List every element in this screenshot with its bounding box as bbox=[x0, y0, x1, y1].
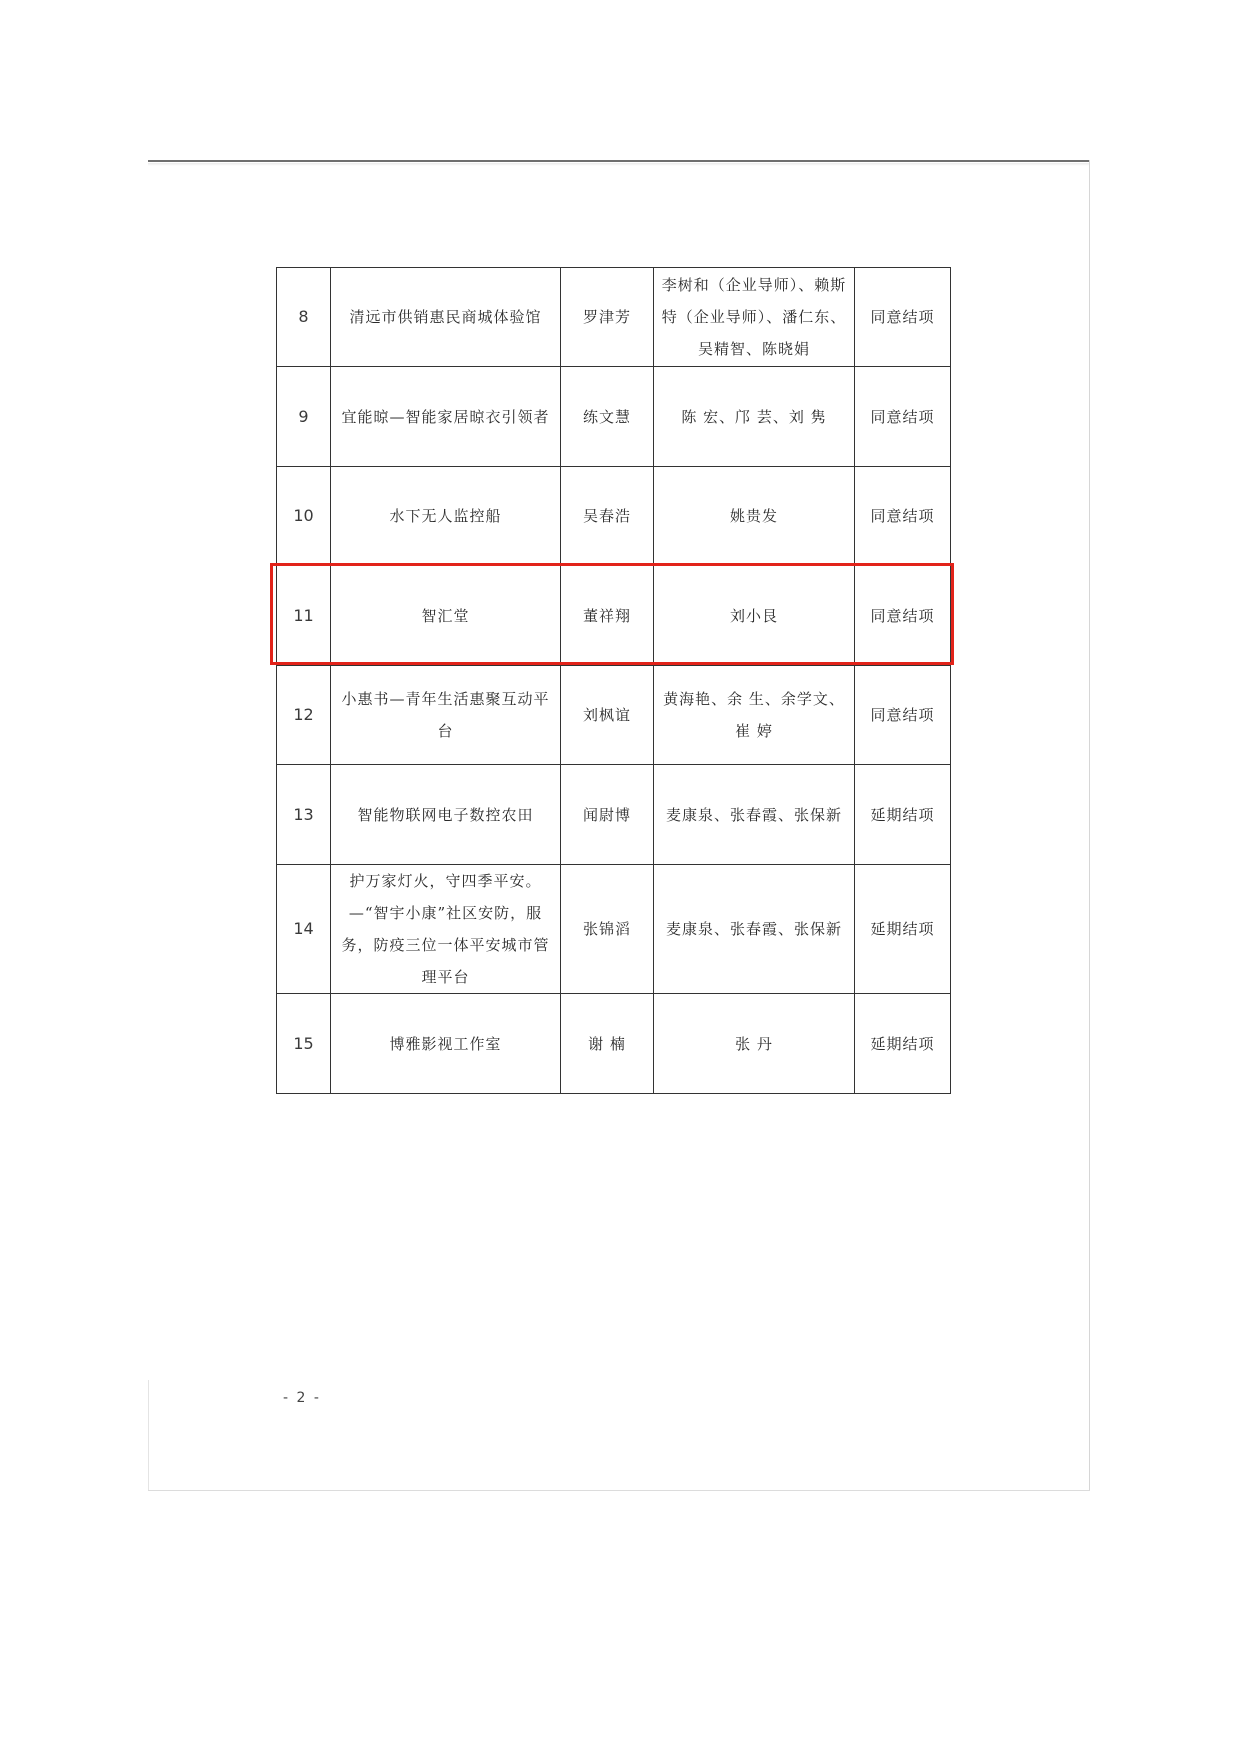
project-name: 清远市供销惠民商城体验馆 bbox=[331, 268, 561, 367]
project-lead: 闻尉博 bbox=[561, 765, 654, 865]
project-mentors: 麦康泉、张春霞、张保新 bbox=[654, 865, 855, 994]
project-name: 小惠书—青年生活惠聚互动平台 bbox=[331, 666, 561, 765]
project-table bbox=[276, 267, 951, 1094]
review-status: 同意结项 bbox=[855, 268, 951, 367]
project-mentors: 黄海艳、余 生、余学文、崔 婷 bbox=[654, 666, 855, 765]
project-name: 智能物联网电子数控农田 bbox=[331, 765, 561, 865]
review-status: 同意结项 bbox=[855, 666, 951, 765]
scan-edge-left bbox=[148, 1380, 149, 1490]
row-number: 13 bbox=[277, 765, 331, 865]
table-row bbox=[277, 994, 951, 1094]
project-mentors: 李树和（企业导师）、赖斯特（企业导师）、潘仁东、吴精智、陈晓娟 bbox=[654, 268, 855, 367]
table-row bbox=[277, 765, 951, 865]
project-lead: 练文慧 bbox=[561, 367, 654, 467]
project-mentors: 刘小艮 bbox=[654, 566, 855, 666]
project-name: 护万家灯火，守四季平安。—“智宇小康”社区安防，服务，防疫三位一体平安城市管理平台 bbox=[331, 865, 561, 994]
project-lead: 刘枫谊 bbox=[561, 666, 654, 765]
scan-edge-shadow bbox=[148, 163, 1090, 166]
project-mentors: 张 丹 bbox=[654, 994, 855, 1094]
scan-edge-top bbox=[148, 160, 1090, 162]
scan-edge-right bbox=[1089, 160, 1090, 1490]
table-row bbox=[277, 467, 951, 566]
project-mentors: 麦康泉、张春霞、张保新 bbox=[654, 765, 855, 865]
review-status: 同意结项 bbox=[855, 566, 951, 666]
page-number: - 2 - bbox=[283, 1390, 321, 1406]
project-name: 宜能晾—智能家居晾衣引领者 bbox=[331, 367, 561, 467]
table-row bbox=[277, 666, 951, 765]
project-lead: 董祥翔 bbox=[561, 566, 654, 666]
review-status: 同意结项 bbox=[855, 367, 951, 467]
scan-edge-bottom bbox=[148, 1490, 1090, 1491]
project-name: 智汇堂 bbox=[331, 566, 561, 666]
project-name: 博雅影视工作室 bbox=[331, 994, 561, 1094]
project-name: 水下无人监控船 bbox=[331, 467, 561, 566]
review-status: 同意结项 bbox=[855, 467, 951, 566]
project-lead: 吴春浩 bbox=[561, 467, 654, 566]
row-number: 14 bbox=[277, 865, 331, 994]
row-number: 10 bbox=[277, 467, 331, 566]
table-row bbox=[277, 268, 951, 367]
row-highlight-box bbox=[270, 563, 954, 665]
table-row bbox=[277, 367, 951, 467]
project-lead: 罗津芳 bbox=[561, 268, 654, 367]
row-number: 8 bbox=[277, 268, 331, 367]
table-row bbox=[277, 865, 951, 994]
row-number: 11 bbox=[277, 566, 331, 666]
review-status: 延期结项 bbox=[855, 994, 951, 1094]
project-mentors: 姚贵发 bbox=[654, 467, 855, 566]
row-number: 12 bbox=[277, 666, 331, 765]
review-status: 延期结项 bbox=[855, 765, 951, 865]
project-lead: 谢 楠 bbox=[561, 994, 654, 1094]
project-lead: 张锦滔 bbox=[561, 865, 654, 994]
row-number: 15 bbox=[277, 994, 331, 1094]
row-number: 9 bbox=[277, 367, 331, 467]
project-mentors: 陈 宏、邝 芸、刘 隽 bbox=[654, 367, 855, 467]
review-status: 延期结项 bbox=[855, 865, 951, 994]
